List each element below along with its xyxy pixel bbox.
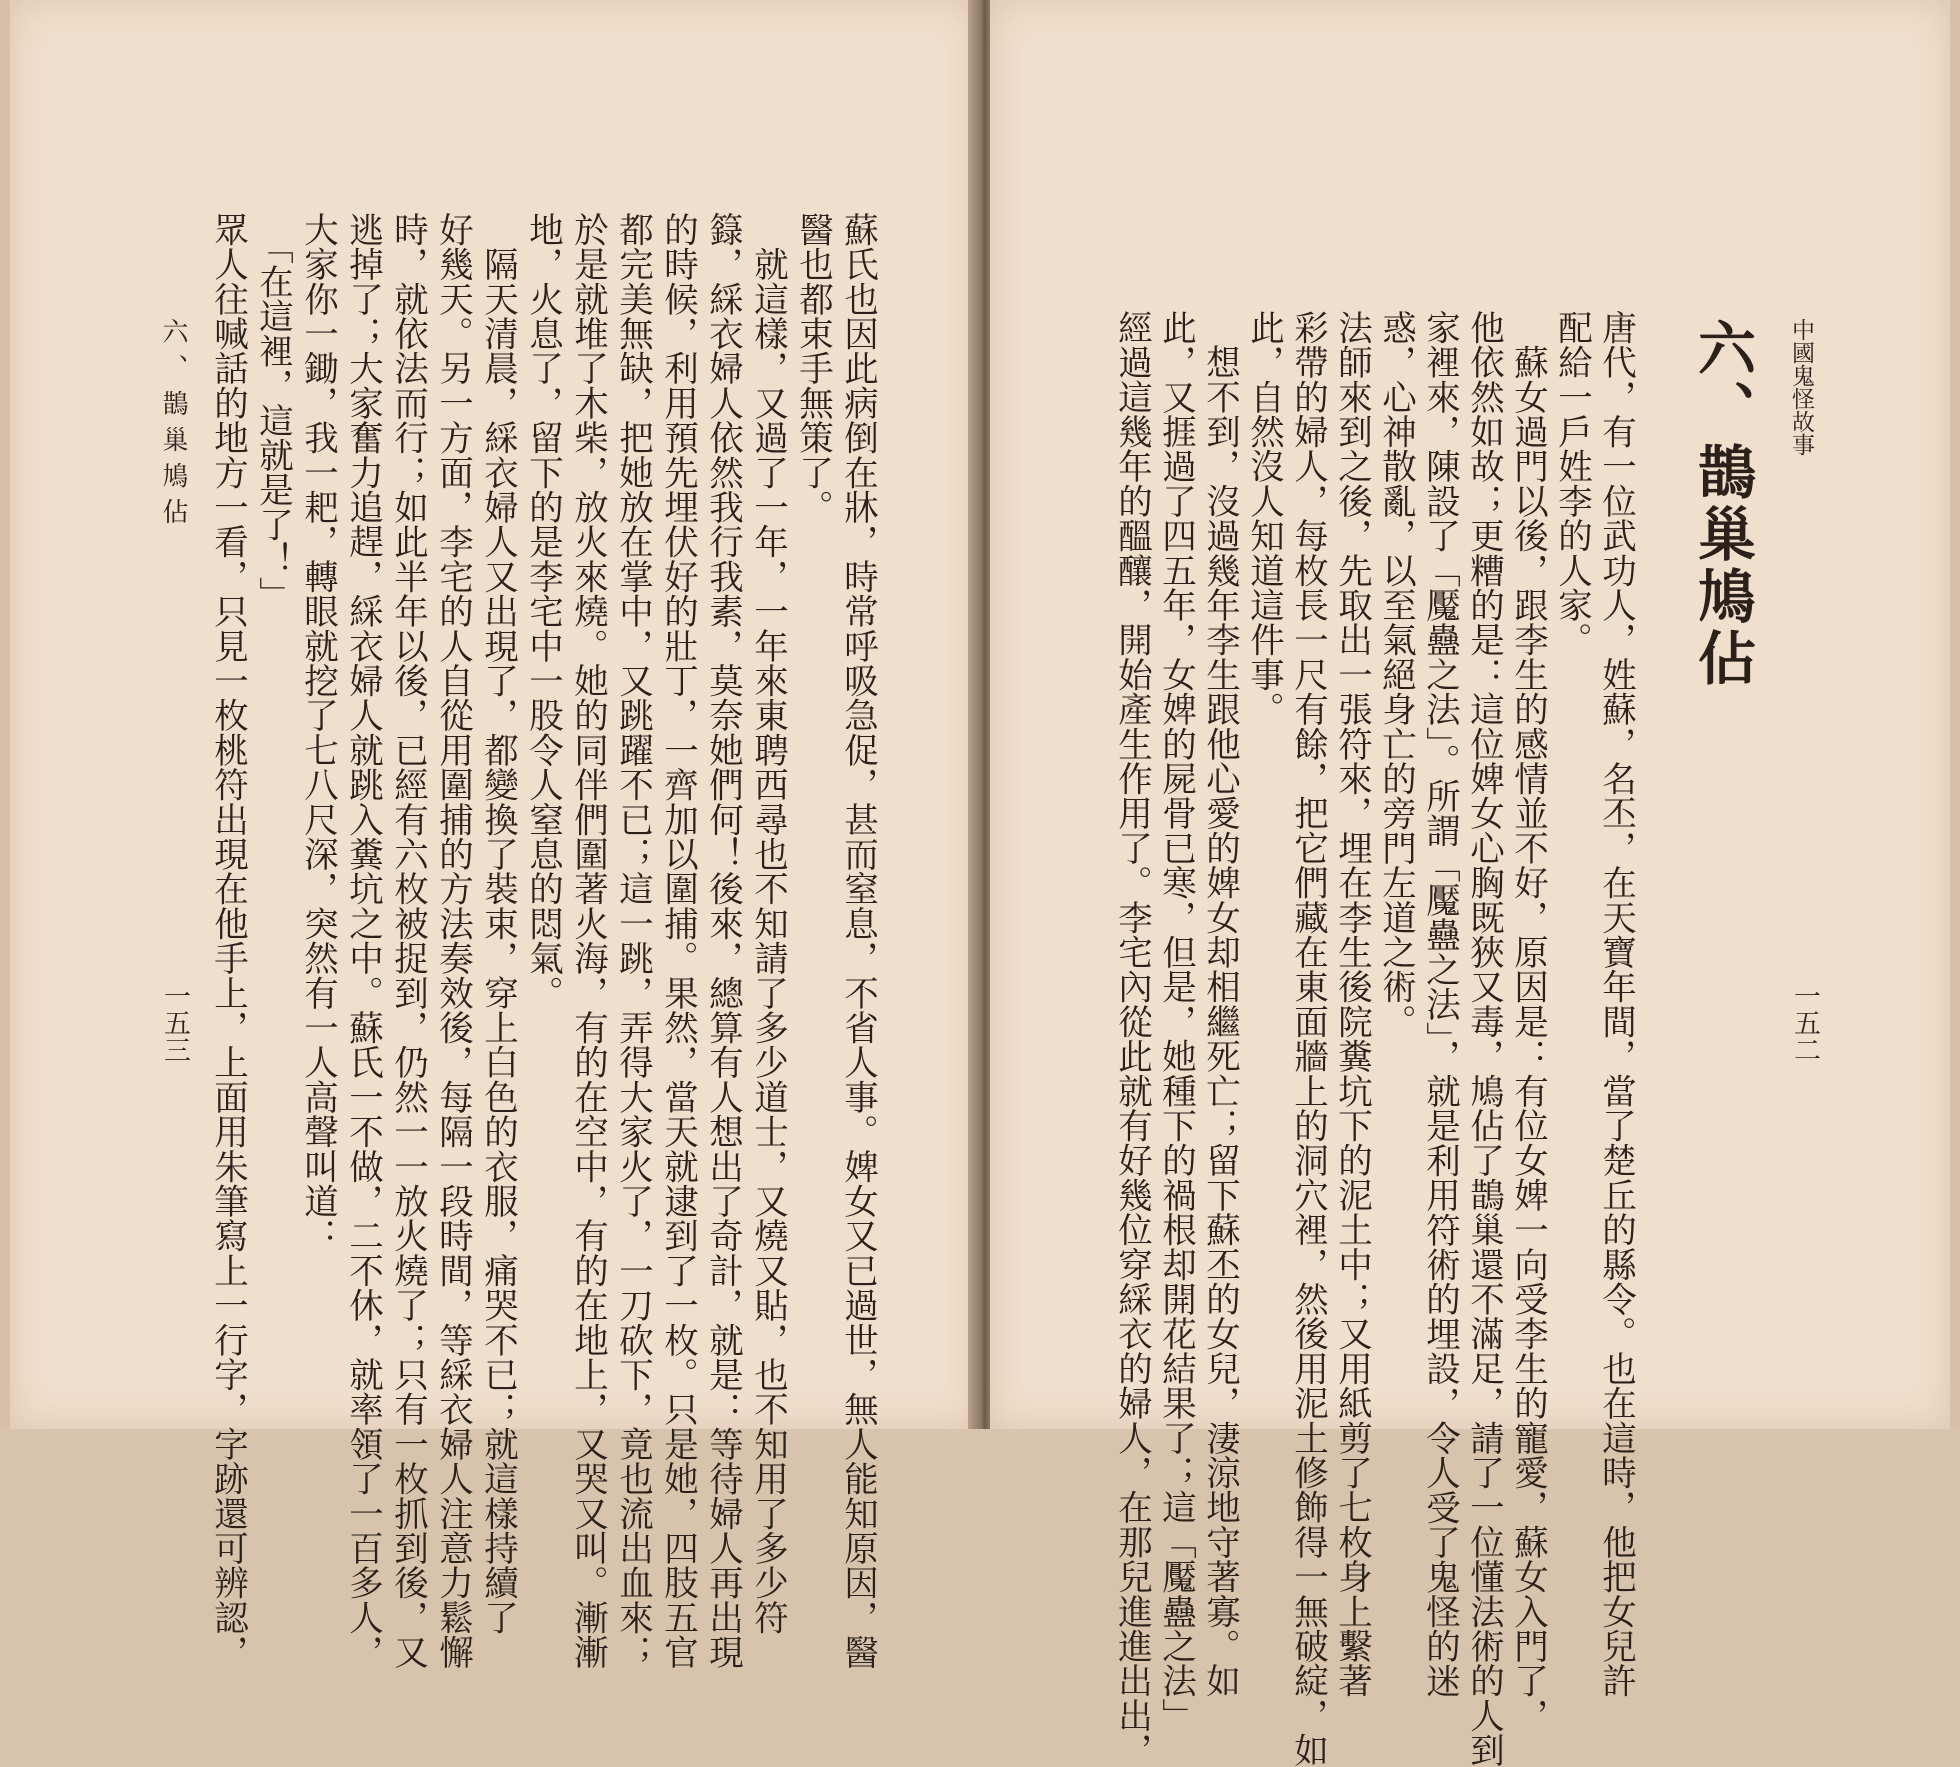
right-page: [990, 0, 1950, 1767]
text-column: 逃掉了；大家奮力追趕，綵衣婦人就跳入糞坑之中。蘇氏一不做，二不休，就率領了一百多人，: [342, 212, 383, 1670]
text-column: 惑，心神散亂，以至氣絕身亡的旁門左道之術。: [1375, 310, 1416, 1039]
text-column: 「在這裡，這就是了！」: [252, 212, 293, 612]
running-header: 中國鬼怪故事: [1788, 318, 1814, 456]
text-column: 就這樣，又過了一年，一年來東聘西尋也不知請了多少道士，又燒又貼，也不知用了多少符: [747, 212, 788, 1635]
text-column: 蘇女過門以後，跟李生的感情並不好，原因是：有位女婢一向受李生的寵愛，蘇女入門了，: [1507, 310, 1548, 1733]
footer-chapter-title: 六、鵲巢鳩佔: [158, 318, 188, 534]
text-column: 都完美無缺，把她放在掌中，又跳躍不已；這一跳，弄得大家火了，一刀砍下，竟也流出血來；: [612, 212, 653, 1670]
text-column: 他依然如故；更糟的是：這位婢女心胸既狹又毒，鳩佔了鵲巢還不滿足，請了一位懂法術的人到: [1463, 310, 1504, 1767]
text-column: 醫也都束手無策了。: [792, 212, 833, 525]
text-column: 此，自然沒人知道這件事。: [1243, 310, 1284, 727]
text-column: 隔天清晨，綵衣婦人又出現了，都變換了裝束，穿上白色的衣服，痛哭不已；就這樣持續了: [477, 212, 518, 1635]
text-column: 籙，綵衣婦人依然我行我素，莫奈她們何！後來，總算有人想出了奇計，就是：等待婦人再出現: [702, 212, 743, 1670]
text-column: 時，就依法而行；如此半年以後，已經有六枚被捉到，仍然一一放火燒了；只有一枚抓到後，又: [387, 212, 428, 1670]
text-column: 唐代，有一位武功人，姓蘇，名丕，在天寶年間，當了楚丘的縣令。也在這時，他把女兒許: [1595, 310, 1636, 1698]
text-column: 地，火息了，留下的是李宅中一股令人窒息的悶氣。: [522, 212, 563, 1011]
text-column: 於是就堆了木柴，放火來燒。她的同伴們圍著火海，有的在空中，有的在地上，又哭又叫。漸漸: [567, 212, 608, 1670]
text-column: 法師來到之後，先取出一張符來，埋在李生後院糞坑下的泥土中；又用紙剪了七枚身上繫著: [1331, 310, 1372, 1698]
text-column: 想不到，沒過幾年李生跟他心愛的婢女却相繼死亡；留下蘇丕的女兒，淒涼地守著寡。如: [1199, 310, 1240, 1698]
text-column: 蘇氏也因此病倒在牀，時常呼吸急促，甚而窒息，不省人事。婢女又已過世，無人能知原因，醫: [837, 212, 878, 1670]
page-number: 一五二: [1789, 982, 1820, 1063]
text-column: 好幾天。另一方面，李宅的人自從用圍捕的方法奏效後，每隔一段時間，等綵衣婦人注意力鬆懈: [432, 212, 473, 1670]
text-column: 家裡來，陳設了「魘蠱之法」。所謂「魘蠱之法」，就是利用符術的埋設，令人受了鬼怪的迷: [1419, 310, 1460, 1699]
left-page: [10, 0, 978, 1670]
text-column: 經過這幾年的醞釀，開始產生作用了。李宅內從此就有好幾位穿綵衣的婦人，在那兒進進出出，: [1111, 310, 1152, 1767]
chapter-title: 六、鵲巢鳩佔: [1688, 318, 1756, 690]
text-column: 大家你一鋤，我一耙，轉眼就挖了七八尺深，突然有一人高聲叫道：: [297, 212, 338, 1253]
text-column: 此，又捱過了四五年，女婢的屍骨已寒，但是，她種下的禍根却開花結果了；這「魘蠱之法」: [1155, 310, 1196, 1733]
text-column: 配給一戶姓李的人家。: [1551, 310, 1592, 657]
text-column: 彩帶的婦人，每枚長一尺有餘，把它們藏在東面牆上的洞穴裡，然後用泥土修飾得一無破綻，如: [1287, 310, 1328, 1767]
text-column: 的時候，利用預先埋伏好的壯丁，一齊加以圍捕。果然，當天就逮到了一枚。只是她，四肢五官: [657, 212, 698, 1670]
page-number: 一五三: [159, 982, 190, 1063]
text-column: 眾人往喊話的地方一看，只見一枚桃符出現在他手上，上面用朱筆寫上一行字，字跡還可辨認，: [207, 212, 248, 1670]
